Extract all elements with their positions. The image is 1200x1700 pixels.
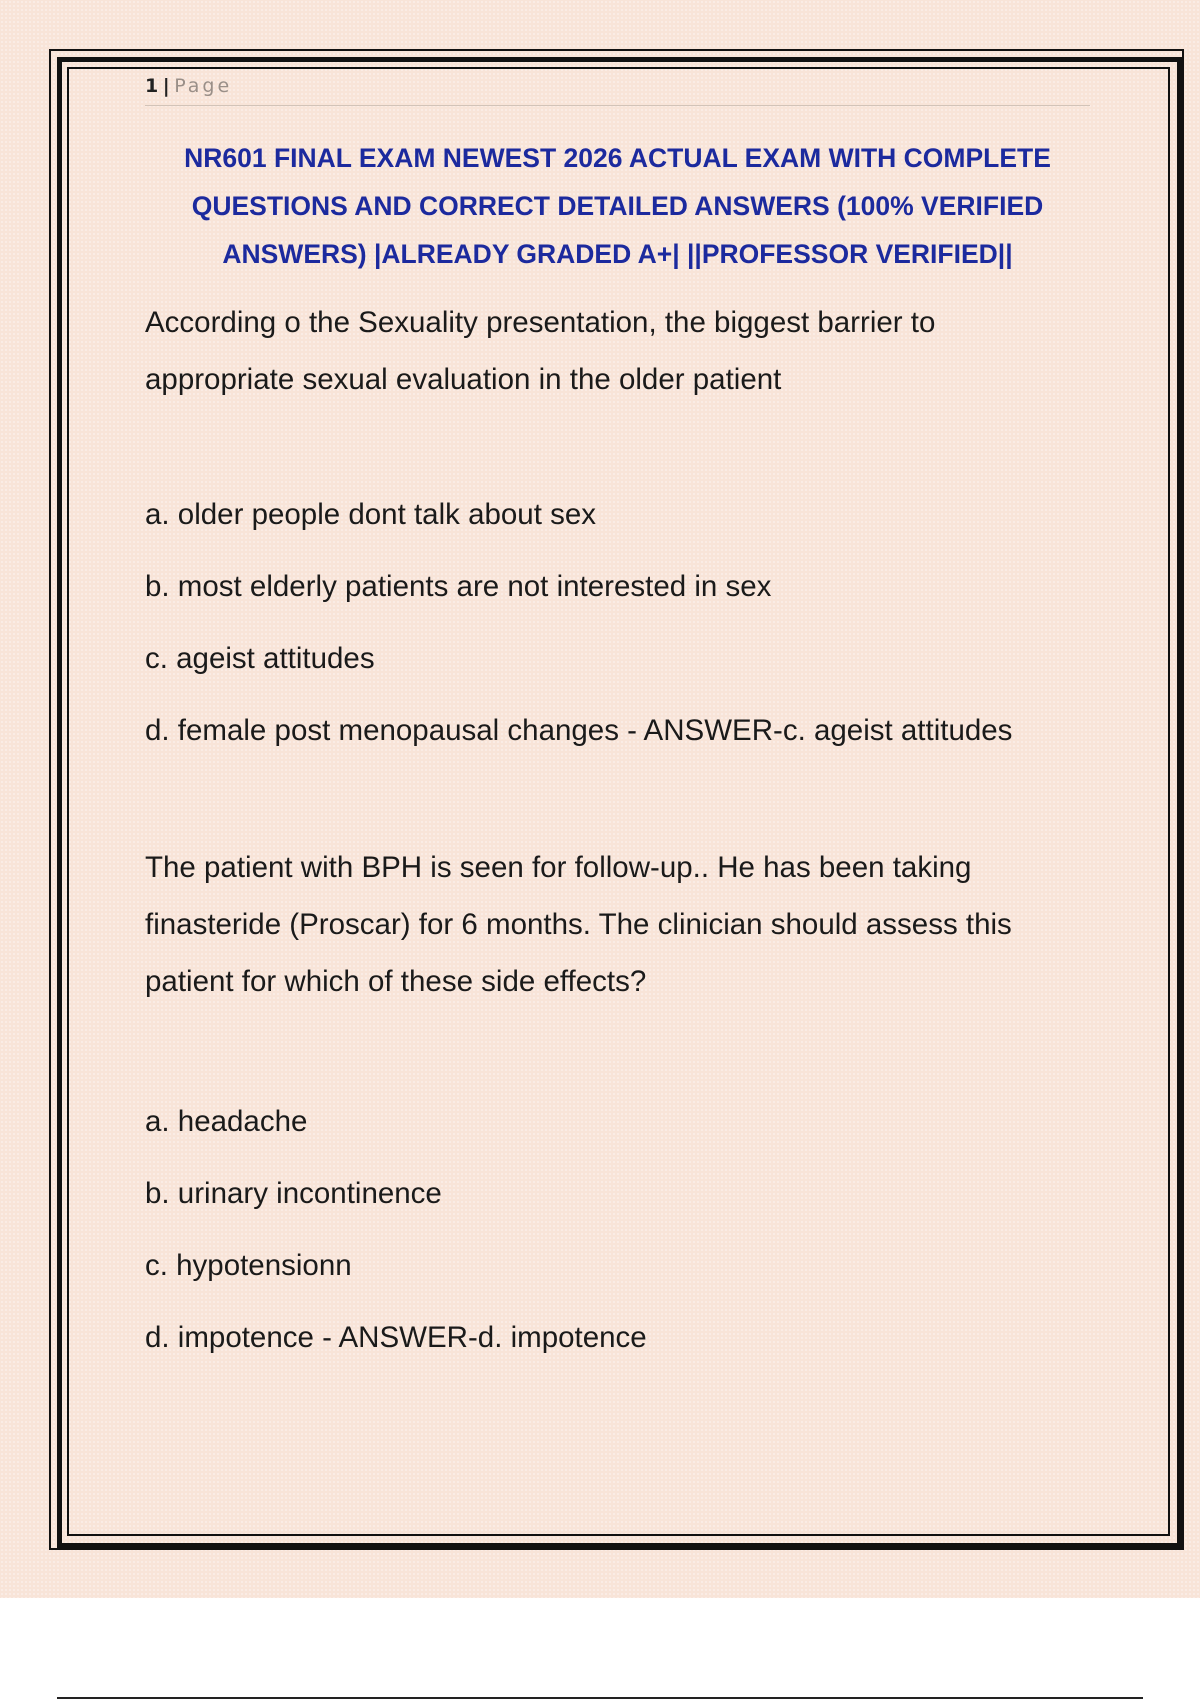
option-item: b. urinary incontinence <box>145 1177 442 1210</box>
option-item-answer: d. female post menopausal changes - ANSWER-c. ageist attitudes <box>145 714 1013 747</box>
page-separator: | <box>162 75 171 97</box>
question-2-options <box>145 1095 1090 1365</box>
option-item-answer: d. impotence - ANSWER-d. impotence <box>145 1321 647 1354</box>
question-2-text: The patient with BPH is seen for follow-up.. He has been taking finasteride (Proscar) for 6 months. The clinician should assess this patient for which of these side effects? <box>145 851 1012 998</box>
document-title <box>145 134 1090 278</box>
title-line: QUESTIONS AND CORRECT DETAILED ANSWERS (100% VERIFIED <box>191 191 1044 221</box>
question-1-options <box>145 488 1090 758</box>
title-line: NR601 FINAL EXAM NEWEST 2026 ACTUAL EXAM WITH COMPLETE <box>184 143 1051 173</box>
option-item: b. most elderly patients are not interested in sex <box>145 570 772 603</box>
title-line: ANSWERS) |ALREADY GRADED A+| ||PROFESSOR VERIFIED|| <box>222 239 1013 269</box>
page-header <box>145 72 1090 106</box>
page-content <box>145 72 1090 1383</box>
page-label: Page <box>174 75 233 97</box>
question-1-text: According o the Sexuality presentation, the biggest barrier to appropriate sexual evaluation in the older patient <box>145 306 936 396</box>
page-number: 1 <box>145 75 159 97</box>
option-item: c. hypotensionn <box>145 1249 352 1282</box>
bottom-rule <box>57 1697 1143 1699</box>
option-item: c. ageist attitudes <box>145 642 375 675</box>
option-item: a. older people dont talk about sex <box>145 498 597 531</box>
option-item: a. headache <box>145 1105 308 1138</box>
